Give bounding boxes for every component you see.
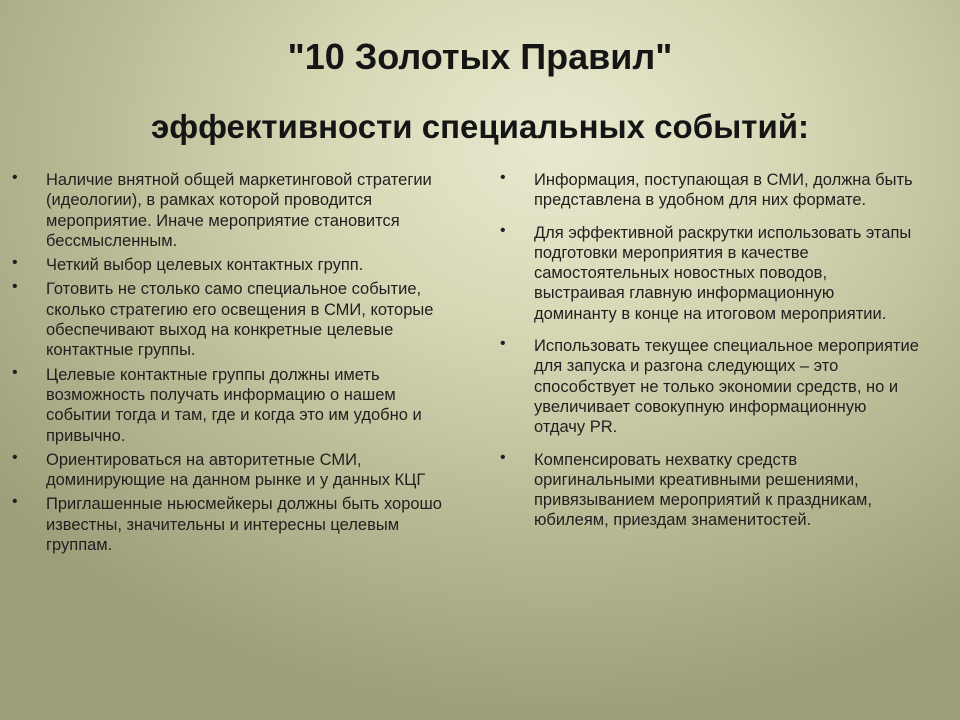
list-item [12, 494, 452, 555]
bullet-icon: • [500, 221, 506, 239]
bullet-icon: • [12, 254, 18, 272]
list-item-text: Приглашенные ньюсмейкеры должны быть хорошо известны, значительны и интересны целевым группам. [46, 495, 442, 555]
list-item [500, 450, 920, 531]
list-item-text: Компенсировать нехватку средств оригинальными креативными решениями, привязыванием мероприятий к праздникам, юбилеям, приездам знаменитостей. [534, 450, 872, 530]
list-item [500, 223, 920, 324]
slide-subtitle: эффективности специальных событий: [150, 108, 810, 145]
slide-title: "10 Золотых Правил" [287, 36, 673, 77]
list-item-text: Наличие внятной общей маркетинговой стратегии (идеологии), в рамках которой проводится мероприятие. Иначе мероприятие становится бессмысленным. [46, 171, 432, 250]
bullet-icon: • [500, 448, 506, 466]
list-item [12, 365, 452, 446]
list-item-text: Готовить не столько само специальное событие, сколько стратегию его освещения в СМИ, которые обеспечивают выход на конкретные целевые контактные группы. [46, 280, 434, 360]
list-item-text: Ориентироваться на авторитетные СМИ, доминирующие на данном рынке и у данных КЦГ [46, 450, 426, 490]
list-item [12, 279, 452, 360]
list-item [12, 255, 452, 275]
list-item [500, 336, 920, 437]
list-item-text: Целевые контактные группы должны иметь возможность получать информацию о нашем событии тогда и там, где и когда это им удобно и привычно. [46, 365, 422, 445]
bullet-icon: • [500, 335, 506, 353]
list-item-text: Для эффективной раскрутки использовать этапы подготовки мероприятия в качестве самостоятельных новостных поводов, выстраивая главную информационную доминанту в конце на итоговом мероприятии. [534, 223, 912, 323]
list-item-text: Четкий выбор целевых контактных групп. [46, 256, 364, 275]
bullet-icon: • [12, 448, 18, 466]
left-rules-list [12, 170, 452, 559]
bullet-icon: • [12, 169, 18, 186]
bullet-icon: • [500, 169, 506, 186]
bullet-icon: • [12, 493, 18, 511]
list-item-text: Использовать текущее специальное мероприятие для запуска и разгона следующих – это способствует не только экономии средств, но и увеличивает совокупную информационную отдачу PR. [534, 337, 919, 437]
list-item [12, 450, 452, 491]
list-item [12, 170, 452, 251]
list-item-text: Информация, поступающая в СМИ, должна быть представлена в удобном для них формате. [534, 171, 913, 210]
bullet-icon: • [12, 363, 18, 381]
bullet-icon: • [12, 278, 18, 296]
right-rules-list [500, 170, 920, 543]
list-item [500, 170, 920, 211]
